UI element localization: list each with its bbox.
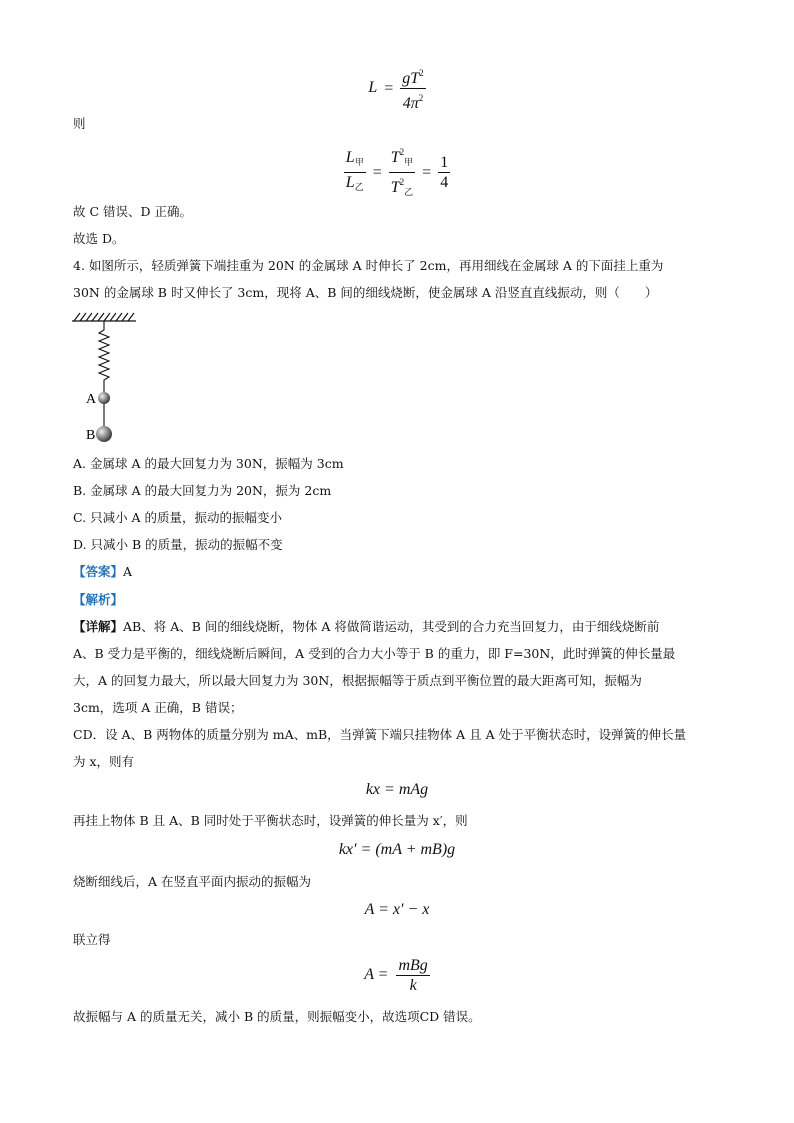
detail-tag: 【详解】 <box>73 619 124 634</box>
ratio-n2: T <box>390 149 400 166</box>
equation-3: A = x′ − x <box>364 901 430 918</box>
ratio-n2-sub: 甲 <box>404 157 414 167</box>
detail-line-7: 再挂上物体 B 且 A、B 同时处于平衡状态时，设弹簧的伸长量为 x′，则 <box>73 813 468 828</box>
detail-line-9: 联立得 <box>73 932 111 947</box>
question-line-1: 4. 如图所示，轻质弹簧下端挂重为 20N 的金属球 A 时伸长了 2cm，再用细线在金属球 A 的下面挂上重为 <box>73 258 664 273</box>
detail-line-1 <box>73 618 723 636</box>
ceiling-hatch <box>72 313 136 321</box>
formula-denominator: 4π <box>402 95 419 112</box>
equation-1: kx = mAg <box>365 781 429 798</box>
formula-lhs: L <box>368 79 378 97</box>
label-b: B <box>86 428 96 443</box>
ratio-d3: 4 <box>440 174 449 191</box>
eq4-denominator: k <box>409 977 417 994</box>
ratio-d1-sub: 乙 <box>354 182 364 192</box>
detail-line-2: A、B 受力是平衡的，细线烧断后瞬间，A 受到的合力大小等于 B 的重力，即 F=30N，此时弹簧的伸长量最 <box>73 646 676 661</box>
formula-numerator: gT <box>402 70 420 87</box>
analysis-tag: 【解析】 <box>73 592 124 607</box>
answer-line <box>73 563 723 581</box>
ratio-n2-exp: 2 <box>399 147 405 157</box>
formula-pendulum-length: L = $\frac{gT^2}{4\pi^2}$ <box>0 64 794 113</box>
detail-line-5: CD．设 A、B 两物体的质量分别为 mA、mB，当弹簧下端只挂物体 A 且 A 处于平衡状态时，设弹簧的伸长量 <box>73 727 687 742</box>
eq4-numerator: mBg <box>398 957 428 974</box>
ratio-n1-sub: 甲 <box>354 157 364 167</box>
ball-a <box>98 392 110 404</box>
detail-line-8: 烧断细线后，A 在竖直平面内振动的振幅为 <box>73 874 312 889</box>
ratio-n1: L <box>345 149 355 166</box>
eq4-lhs: A = <box>364 966 389 984</box>
option-b: B. 金属球 A 的最大回复力为 20N，振为 2cm <box>73 483 332 498</box>
analysis-line <box>73 591 723 609</box>
text-choose-d: 故选 D。 <box>73 231 125 246</box>
answer-tag: 【答案】 <box>73 564 124 579</box>
ratio-n3: 1 <box>440 154 449 171</box>
option-d: D. 只减小 B 的质量，振动的振幅不变 <box>73 537 283 552</box>
text-c-wrong: 故 C 错误、D 正确。 <box>73 204 193 219</box>
text-ze: 则 <box>73 116 86 131</box>
formula-fraction <box>400 64 425 113</box>
ball-b <box>96 426 112 442</box>
label-a: A <box>86 392 97 407</box>
formula-num-exp: 2 <box>419 68 424 78</box>
ratio-d2-exp: 2 <box>399 177 405 187</box>
formula-length-ratio: $\frac{L_甲}{L_乙}$ = $\frac{T^2_甲}{T^2_乙}$ = $\frac{1}{4}$ <box>0 143 794 202</box>
equation-2: kx′ = (mA + mB)g <box>338 841 456 858</box>
spring-coil <box>99 321 109 392</box>
formula-den-exp: 2 <box>418 93 424 103</box>
answer-value: A <box>123 564 133 579</box>
detail-line-6: 为 x，则有 <box>73 754 135 769</box>
ratio-d2-sub: 乙 <box>404 187 414 197</box>
option-c: C. 只减小 A 的质量，振动的振幅变小 <box>73 510 283 525</box>
spring-diagram <box>70 310 150 445</box>
detail-line-3: 大，A 的回复力最大，所以最大回复力为 30N，根据振幅等于质点到平衡位置的最大距离可知，振幅为 <box>73 673 642 688</box>
detail-line-10: 故振幅与 A 的质量无关，减小 B 的质量，则振幅变小，故选项CD 错误。 <box>73 1009 481 1024</box>
ratio-d2: T <box>390 179 400 196</box>
ratio-d1: L <box>345 174 355 191</box>
detail-text-1: AB、将 A、B 间的细线烧断，物体 A 将做简谐运动，其受到的合力充当回复力，由于细线烧断前 <box>123 619 660 634</box>
question-line-2: 30N 的金属球 B 时又伸长了 3cm，现将 A、B 间的细线烧断，使金属球 A 沿竖直直线振动，则（ ） <box>73 285 658 300</box>
option-a: A. 金属球 A 的最大回复力为 30N，振幅为 3cm <box>73 456 344 471</box>
detail-line-4: 3cm，选项 A 正确，B 错误； <box>73 700 243 715</box>
equation-4 <box>0 956 794 995</box>
